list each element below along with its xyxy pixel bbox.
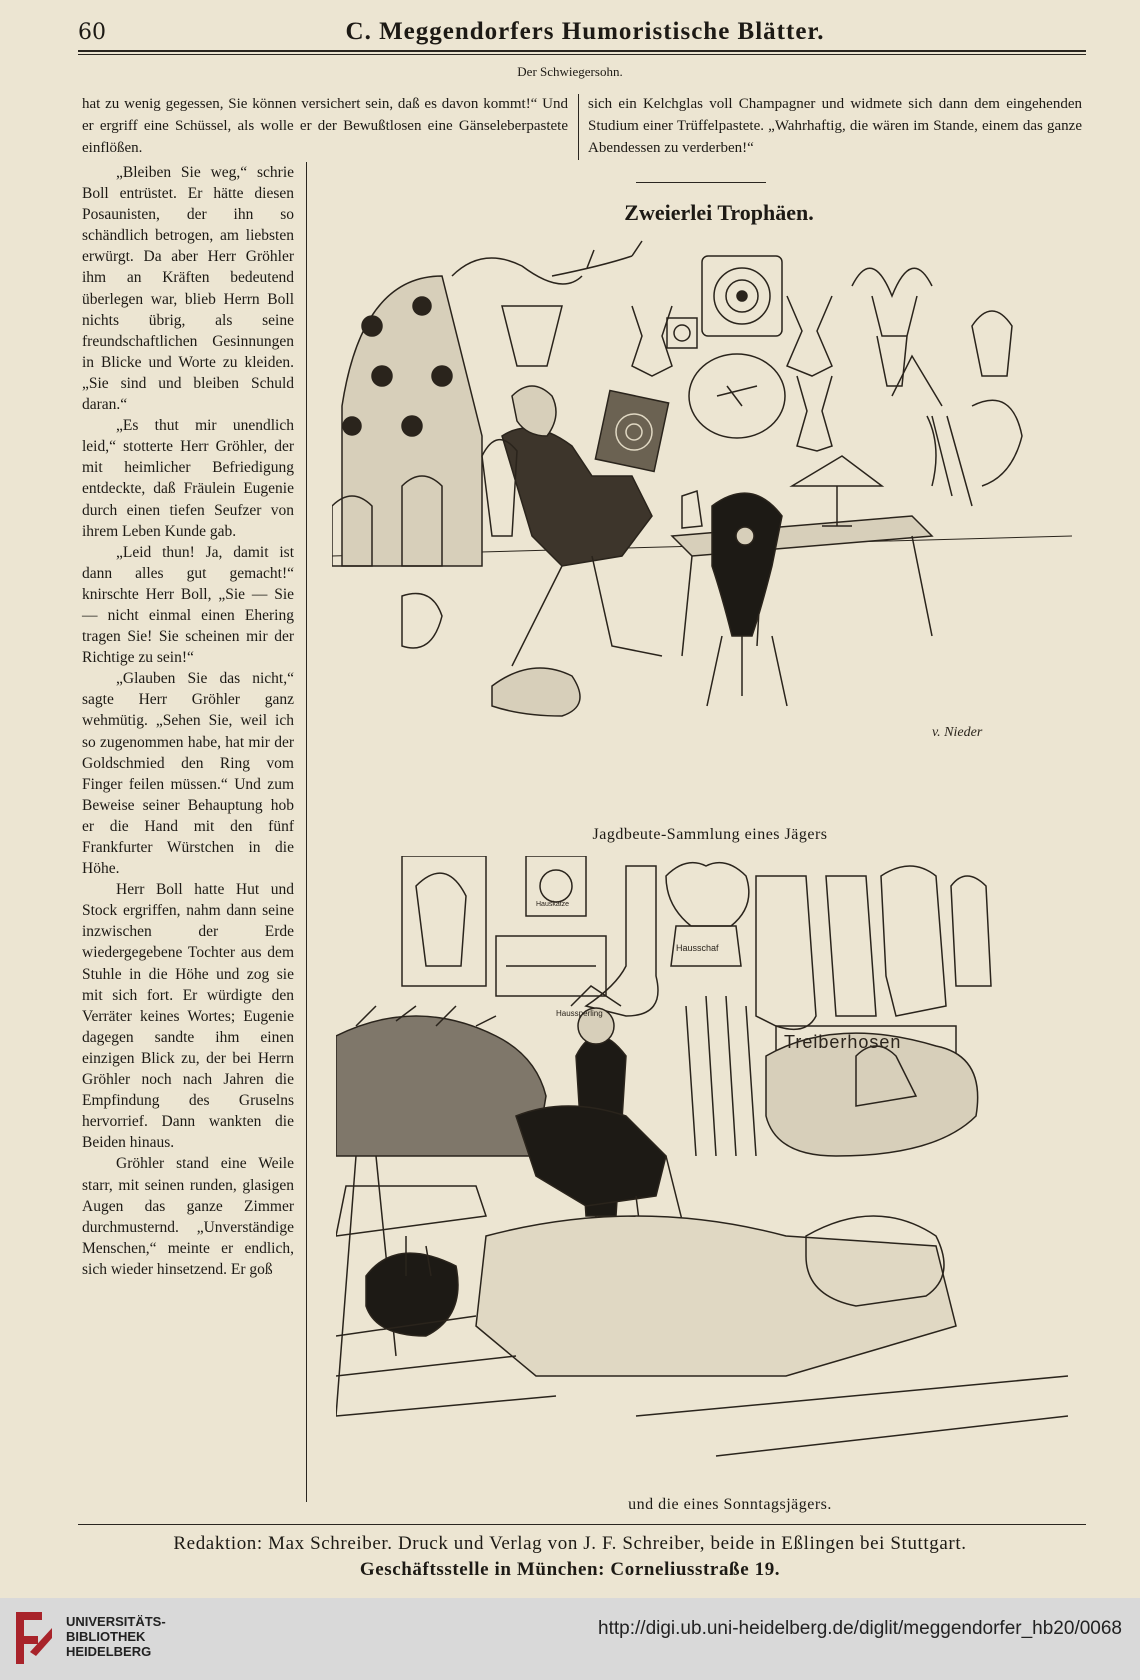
illustration-sunday-hunter xyxy=(336,856,1068,1490)
library-name-line: BIBLIOTHEK xyxy=(66,1629,146,1644)
library-name-line: UNIVERSITÄTS- xyxy=(66,1614,166,1629)
text-narrow-column xyxy=(82,162,294,1280)
caption-hunter: Jagdbeute-Sammlung eines Jägers xyxy=(592,826,828,843)
paragraph: „Glauben Sie das nicht,“ sagte Herr Gröhler ganz wehmütig. „Sehen Sie, weil ich so zugenommen habe, hat mir der Goldschmied den Ring vom Finger feilen müssen.“ Und zum Beweise seiner Behauptung hob er die Hand mit den fünf Frankfurter Würstchen in die Höhe. xyxy=(82,670,294,878)
page-number: 60 xyxy=(78,20,106,45)
header-rule-thin xyxy=(78,54,1086,55)
magazine-title: C. Meggendorfers Humoristische Blätter. xyxy=(345,18,825,45)
illustration-hunter-room xyxy=(332,236,1080,792)
sign-label: Hauskatze xyxy=(536,901,570,908)
library-name xyxy=(66,1614,166,1659)
footer-imprint: Redaktion: Max Schreiber. Druck und Verlag von J. F. Schreiber, beide in Eßlingen bei Stuttgart. xyxy=(173,1533,967,1554)
text-top-right: sich ein Kelchglas voll Champagner und widmete sich dann dem eingehenden Studium einer Trüffelpastete. „Wahrhaftig, die wären im Stande, einem das ganze Abendessen zu verderben!“ xyxy=(588,96,1082,156)
paragraph: „Es thut mir unendlich leid,“ stotterte Herr Gröhler, der mit heimlicher Befriedigung entdeckte, daß Fräulein Eugenie durch einen tiefen Seufzer von ihrem Leben Kunde gab. xyxy=(82,417,294,540)
sign-label: Hausschaf xyxy=(676,943,719,953)
sign-label: Haussperling xyxy=(556,1009,603,1018)
section-divider xyxy=(636,182,766,183)
caption-sunday-hunter: und die eines Sonntagsjägers. xyxy=(628,1496,832,1513)
column-divider-left xyxy=(306,162,307,1502)
page-header xyxy=(78,14,1092,48)
paragraph: Herr Boll hatte Hut und Stock ergriffen, nahm dann seine inzwischen der Erde wiedergegebene Tochter aus dem Stuhle in die Höhe und zog sie mit sich fort. Er würdigte den Verräter keines Wortes; Eugenie dagegen sandte ihm einen einzigen Blick zu, der bei Herrn Gröhler noch nach Jahren die Empfindung des Gruselns hervorrief. Dann wankten die Beiden hinaus. xyxy=(82,881,294,1152)
viewer-footer-bar xyxy=(0,1598,1140,1680)
source-url[interactable]: http://digi.ub.uni-heidelberg.de/diglit/meggendorfer_hb20/0068 xyxy=(598,1618,1122,1639)
treiberhosen-sign: Treiberhosen xyxy=(784,1032,902,1052)
paragraph: Gröhler stand eine Weile starr, mit seinen runden, glasigen Augen das ganze Zimmer durchmusternd. „Unverständige Menschen,“ meinte er endlich, sich wieder hinsetzend. Er goß xyxy=(82,1155,294,1278)
header-rule xyxy=(78,50,1086,52)
illustration-title: Zweierlei Trophäen. xyxy=(624,200,814,225)
library-logo-icon xyxy=(12,1608,56,1668)
footer-office: Geschäftsstelle in München: Corneliusstraße 19. xyxy=(359,1559,781,1580)
text-top-left: hat zu wenig gegessen, Sie können versichert sein, daß es davon kommt!“ Und er ergriff eine Schüssel, als wolle er der Bewußtlosen eine Gänseleberpastete einflößen. xyxy=(82,96,568,156)
artist-signature: v. Nieder xyxy=(932,725,983,740)
story-title: Der Schwiegersohn. xyxy=(517,64,623,79)
paragraph: „Bleiben Sie weg,“ schrie Boll entrüstet. Er hätte diesen Posaunisten, der ihn so schändlich betrogen, am liebsten erwürgt. Da aber Herr Gröhler ihm an Kräften bedeutend überlegen war, blieb Herrn Boll nichts übrig, als seine freundschaftlichen Gesinnungen in Blicke und Worte zu kleiden. „Sie sind und bleiben Schuld daran.“ xyxy=(82,164,294,414)
footer-rule xyxy=(78,1524,1086,1525)
column-divider-top xyxy=(578,94,579,160)
library-name-line: HEIDELBERG xyxy=(66,1644,152,1659)
paragraph: „Leid thun! Ja, damit ist dann alles gut gemacht!“ knirschte Herr Boll, „Sie — Sie — nicht einmal einen Ehering tragen Sie! Sie scheinen mir der Richtige zu sein!“ xyxy=(82,543,294,667)
